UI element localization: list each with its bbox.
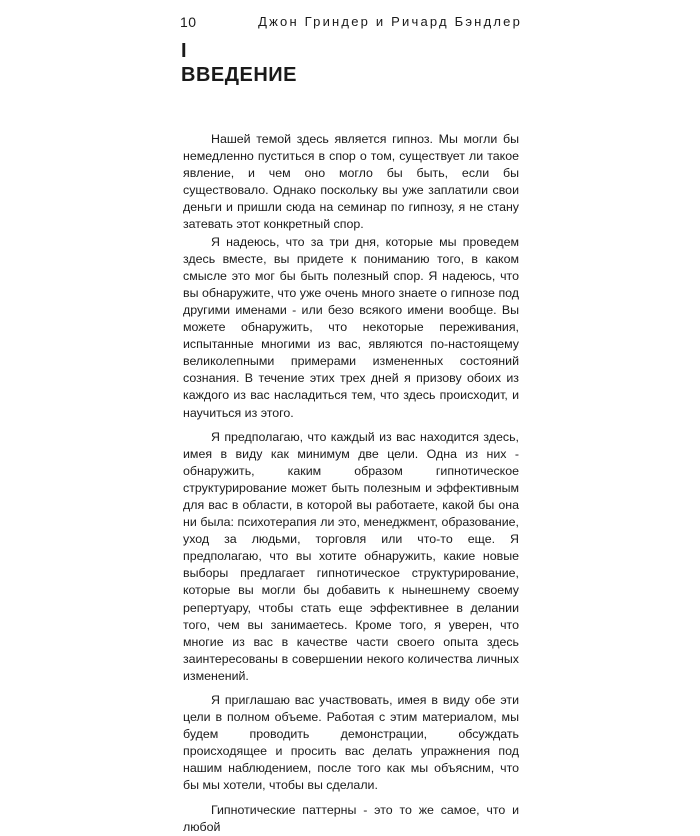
running-header: Джон Гриндер и Ричард Бэндлер bbox=[258, 14, 522, 29]
page-number: 10 bbox=[180, 14, 197, 30]
paragraph: Нашей темой здесь является гипноз. Мы могли бы немедленно пуститься в спор о том, существует ли такое явление, и чем оно могло бы быть, если бы существовало. Однако поскольку вы уже заплатили свои деньги и пришли сюда на семинар по гипнозу, я не стану затевать этот конкретный спор. bbox=[183, 132, 519, 232]
paragraph: Я предполагаю, что каждый из вас находится здесь, имея в виду как минимум две цели. Одна из них - обнаружить, каким образом гипнотическое структурирование может быть полезным и эффективным для вас в области, в которой вы работаете, какой бы она ни была: психотерапия ли это, менеджмент, образование, уход за людьми, торговля или что-то еще. Я предполагаю, что вы хотите обнаружить, какие новые выборы предлагает гипнотическое структурирование, которые вы могли бы добавить к нынешнему своему репертуару, чтобы стать еще эффективнее в делании того, чем вы занимаетесь. Кроме того, я уверен, что многие из вас в качестве части своего опыта здесь заинтересованы в совершении некого количества личных изменений. bbox=[183, 429, 519, 683]
paragraph: Я приглашаю вас участвовать, имея в виду обе эти цели в полном объеме. Работая с этим материалом, мы будем проводить демонстрации, обсуждать происходящее и просить вас делать упражнения под нашим наблюдением, после того как мы объясним, что бы мы хотели, чтобы вы сделали. bbox=[183, 693, 519, 793]
chapter-number: I bbox=[181, 40, 187, 62]
paragraph: Я надеюсь, что за три дня, которые мы проведем здесь вместе, вы придете к пониманию того, в каком смысле это мог бы быть полезный спор. Я надеюсь, что вы обнаружите, что уже очень много знаете о гипнозе под другими именами - или безо всякого имени вообще. Вы можете обнаружить, что некоторые переживания, испытанные многими из вас, являются по-настоящему великолепными примерами измененных состояний сознания. В течение этих трех дней я призову обоих из каждого из вас насладиться тем, что здесь происходит, и научиться из этого. bbox=[183, 234, 519, 420]
chapter-title: ВВЕДЕНИЕ bbox=[181, 64, 297, 86]
paragraph: Гипнотические паттерны - это то же самое, что и любой bbox=[183, 802, 519, 834]
body-text bbox=[183, 131, 519, 836]
